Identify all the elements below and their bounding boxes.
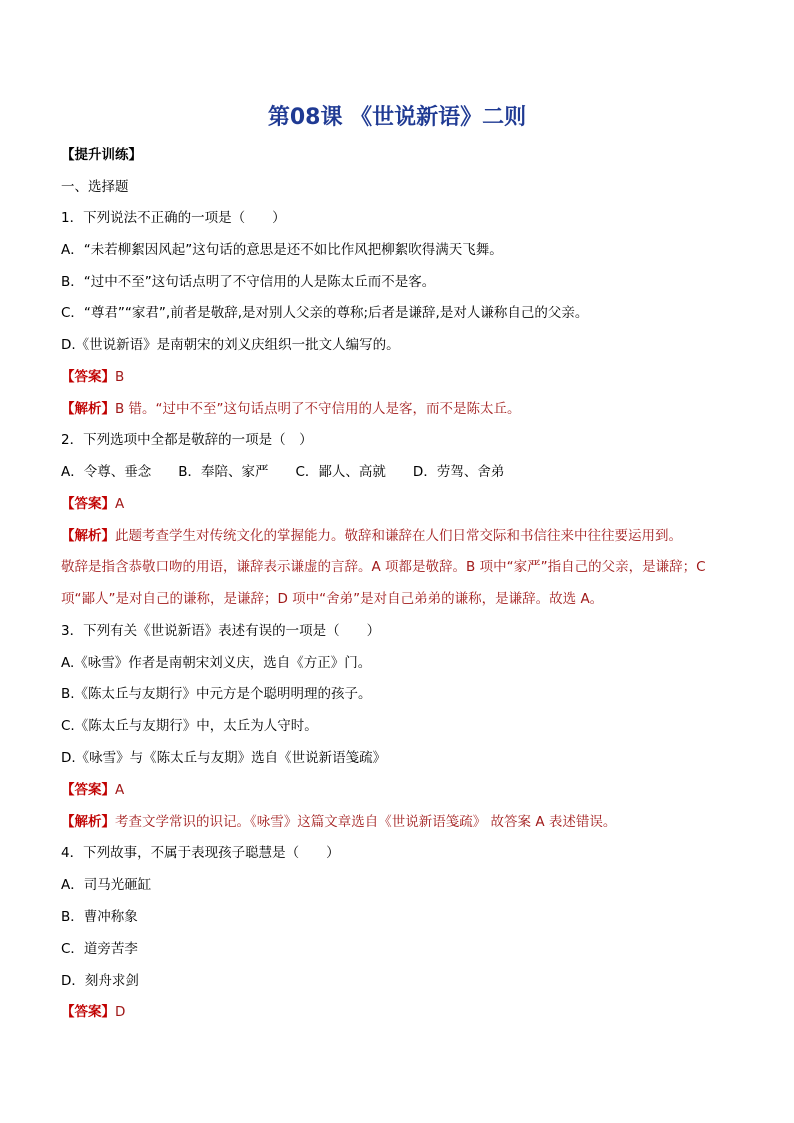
question-4-option-d: D．刻舟求剑 — [61, 973, 139, 989]
question-1-stem: 1．下列说法不正确的一项是（ ） — [61, 210, 286, 226]
question-1-option-c: C．“尊君”“家君”,前者是敬辞,是对别人父亲的尊称;后者是谦辞,是对人谦称自己的父亲。 — [61, 305, 589, 321]
question-2-options: A．令尊、垂念 B．奉陪、家严 C．鄙人、高就 D．劳驾、舍弟 — [61, 464, 505, 480]
analysis-tag: 【解析】 — [61, 528, 115, 544]
answer-value: D — [115, 1004, 126, 1020]
question-2-stem: 2．下列选项中全都是敬辞的一项是（ ） — [61, 432, 313, 448]
analysis-text: 此题考查学生对传统文化的掌握能力。敬辞和谦辞在人们日常交际和书信往来中往往要运用到。 — [115, 528, 682, 544]
question-4-stem: 4．下列故事，不属于表现孩子聪慧是（ ） — [61, 845, 340, 861]
question-3-option-c: C.《陈太丘与友期行》中，太丘为人守时。 — [61, 718, 318, 734]
analysis-tag: 【解析】 — [61, 401, 115, 417]
question-3-option-b: B.《陈太丘与友期行》中元方是个聪明明理的孩子。 — [61, 686, 372, 702]
question-3-option-d: D.《咏雪》与《陈太丘与友期》选自《世说新语笺疏》 — [61, 750, 387, 766]
question-4-option-a: A．司马光砸缸 — [61, 877, 152, 893]
answer-value: A — [115, 496, 125, 512]
analysis-tag: 【解析】 — [61, 814, 115, 830]
question-1-option-b: B．“过中不至”这句话点明了不守信用的人是陈太丘而不是客。 — [61, 274, 436, 290]
question-2-analysis — [61, 527, 761, 545]
question-3-answer — [61, 781, 761, 799]
question-1-analysis — [61, 400, 761, 418]
answer-tag: 【答案】 — [61, 369, 115, 385]
question-4-answer — [61, 1003, 761, 1021]
section-heading: 一、选择题 — [61, 179, 129, 195]
answer-tag: 【答案】 — [61, 782, 115, 798]
question-3-option-a: A.《咏雪》作者是南朝宋刘义庆，选自《方正》门。 — [61, 655, 372, 671]
answer-tag: 【答案】 — [61, 1004, 115, 1020]
question-3-analysis — [61, 813, 761, 831]
answer-value: B — [115, 369, 125, 385]
question-4-option-b: B．曹冲称象 — [61, 909, 138, 925]
page-title: 第08课 《世说新语》二则 — [267, 105, 527, 130]
answer-tag: 【答案】 — [61, 496, 115, 512]
question-2-answer — [61, 495, 761, 513]
section-tag: 【提升训练】 — [61, 147, 142, 163]
analysis-text: B 错。“过中不至”这句话点明了不守信用的人是客，而不是陈太丘。 — [115, 401, 521, 417]
question-1-option-a: A．“未若柳絮因风起”这句话的意思是还不如比作风把柳絮吹得满天飞舞。 — [61, 242, 503, 258]
answer-value: A — [115, 782, 125, 798]
question-1-option-d: D.《世说新语》是南朝宋的刘义庆组织一批文人编写的。 — [61, 337, 400, 353]
question-1-answer — [61, 368, 761, 386]
question-2-analysis-line-3: 项“鄙人”是对自己的谦称，是谦辞；D 项中“舍弟”是对自己弟弟的谦称，是谦辞。故选 A。 — [61, 591, 604, 607]
question-4-option-c: C．道旁苦李 — [61, 941, 138, 957]
question-2-analysis-line-2: 敬辞是指含恭敬口吻的用语，谦辞表示谦虚的言辞。A 项都是敬辞。B 项中“家严”指自己的父亲，是谦辞；C — [61, 559, 706, 575]
question-3-stem: 3．下列有关《世说新语》表述有误的一项是（ ） — [61, 623, 381, 639]
analysis-text: 考查文学常识的识记。《咏雪》这篇文章选自《世说新语笺疏》 故答案 A 表述错误。 — [115, 814, 617, 830]
